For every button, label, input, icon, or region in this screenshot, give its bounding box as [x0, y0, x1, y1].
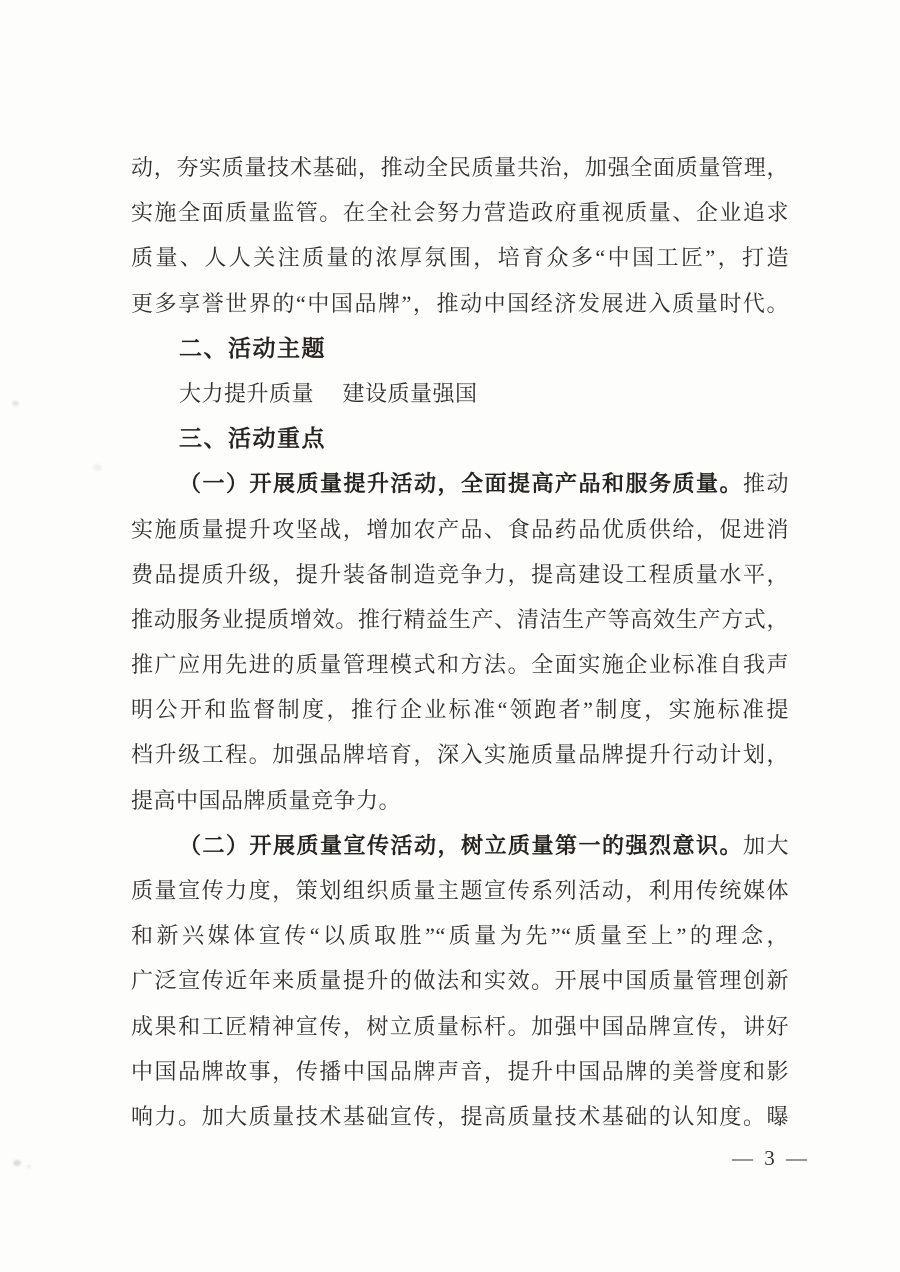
paragraph-lead-bold-text: （一）开展质量提升活动，全面提高产品和服务质量。	[179, 471, 743, 497]
text-line: 成果和工匠精神宣传，树立质量标杆。加强中国品牌宣传，讲好	[131, 1013, 789, 1039]
text-block	[131, 145, 789, 1139]
text-line: 实施全面质量监管。在全社会努力营造政府重视质量、企业追求	[131, 200, 789, 226]
text-line: 推动服务业提质增效。推行精益生产、清洁生产等高效生产方式，	[131, 606, 789, 632]
paragraph-last-line: 提高中国品牌质量竞争力。	[131, 787, 402, 813]
paragraph-lead-bold-text: （二）开展质量宣传活动，树立质量第一的强烈意识。	[179, 832, 743, 858]
section-heading: 三、活动重点	[179, 425, 326, 452]
paragraph-lead-regular-text: 推动	[742, 471, 789, 497]
text-line: 质量、人人关注质量的浓厚氛围，培育众多“中国工匠”，打造	[131, 245, 789, 271]
text-line: 中国品牌故事，传播中国品牌声音，提升中国品牌的美誉度和影	[131, 1058, 789, 1084]
paragraph-lead-line	[131, 823, 789, 868]
activity-theme-line: 大力提升质量 建设质量强国	[179, 380, 478, 406]
text-line: 实施质量提升攻坚战，增加农产品、食品药品优质供给，促进消	[131, 516, 789, 542]
text-line: 推广应用先进的质量管理模式和方法。全面实施企业标准自我声	[131, 652, 789, 678]
text-line: 和新兴媒体宣传“以质取胜”“质量为先”“质量至上”的理念，	[131, 923, 789, 949]
scan-speck	[13, 1160, 21, 1166]
scan-speck	[27, 1165, 31, 1168]
text-line: 广泛宣传近年来质量提升的做法和实效。开展中国质量管理创新	[131, 968, 789, 994]
text-line: 明公开和监督制度，推行企业标准“领跑者”制度，实施标准提	[131, 697, 789, 723]
text-line: 质量宣传力度，策划组织质量主题宣传系列活动，利用传统媒体	[131, 878, 789, 903]
text-line: 费品提质升级，提升装备制造竞争力，提高建设工程质量水平，	[131, 561, 789, 587]
section-heading: 二、活动主题	[179, 334, 326, 361]
scan-speck	[12, 401, 19, 406]
text-line: 动，夯实质量技术基础，推动全民质量共治，加强全面质量管理，	[131, 155, 789, 180]
text-line: 更多享誉世界的“中国品牌”，推动中国经济发展进入质量时代。	[131, 290, 789, 316]
paragraph-lead-line	[131, 461, 789, 506]
scan-speck	[93, 464, 102, 471]
paragraph-lead-regular-text: 加大	[742, 832, 789, 858]
text-line: 档升级工程。加强品牌培育，深入实施质量品牌提升行动计划，	[131, 742, 789, 768]
page-number: — 3 —	[732, 1146, 810, 1170]
text-line: 响力。加大质量技术基础宣传，提高质量技术基础的认知度。曝	[131, 1103, 789, 1129]
